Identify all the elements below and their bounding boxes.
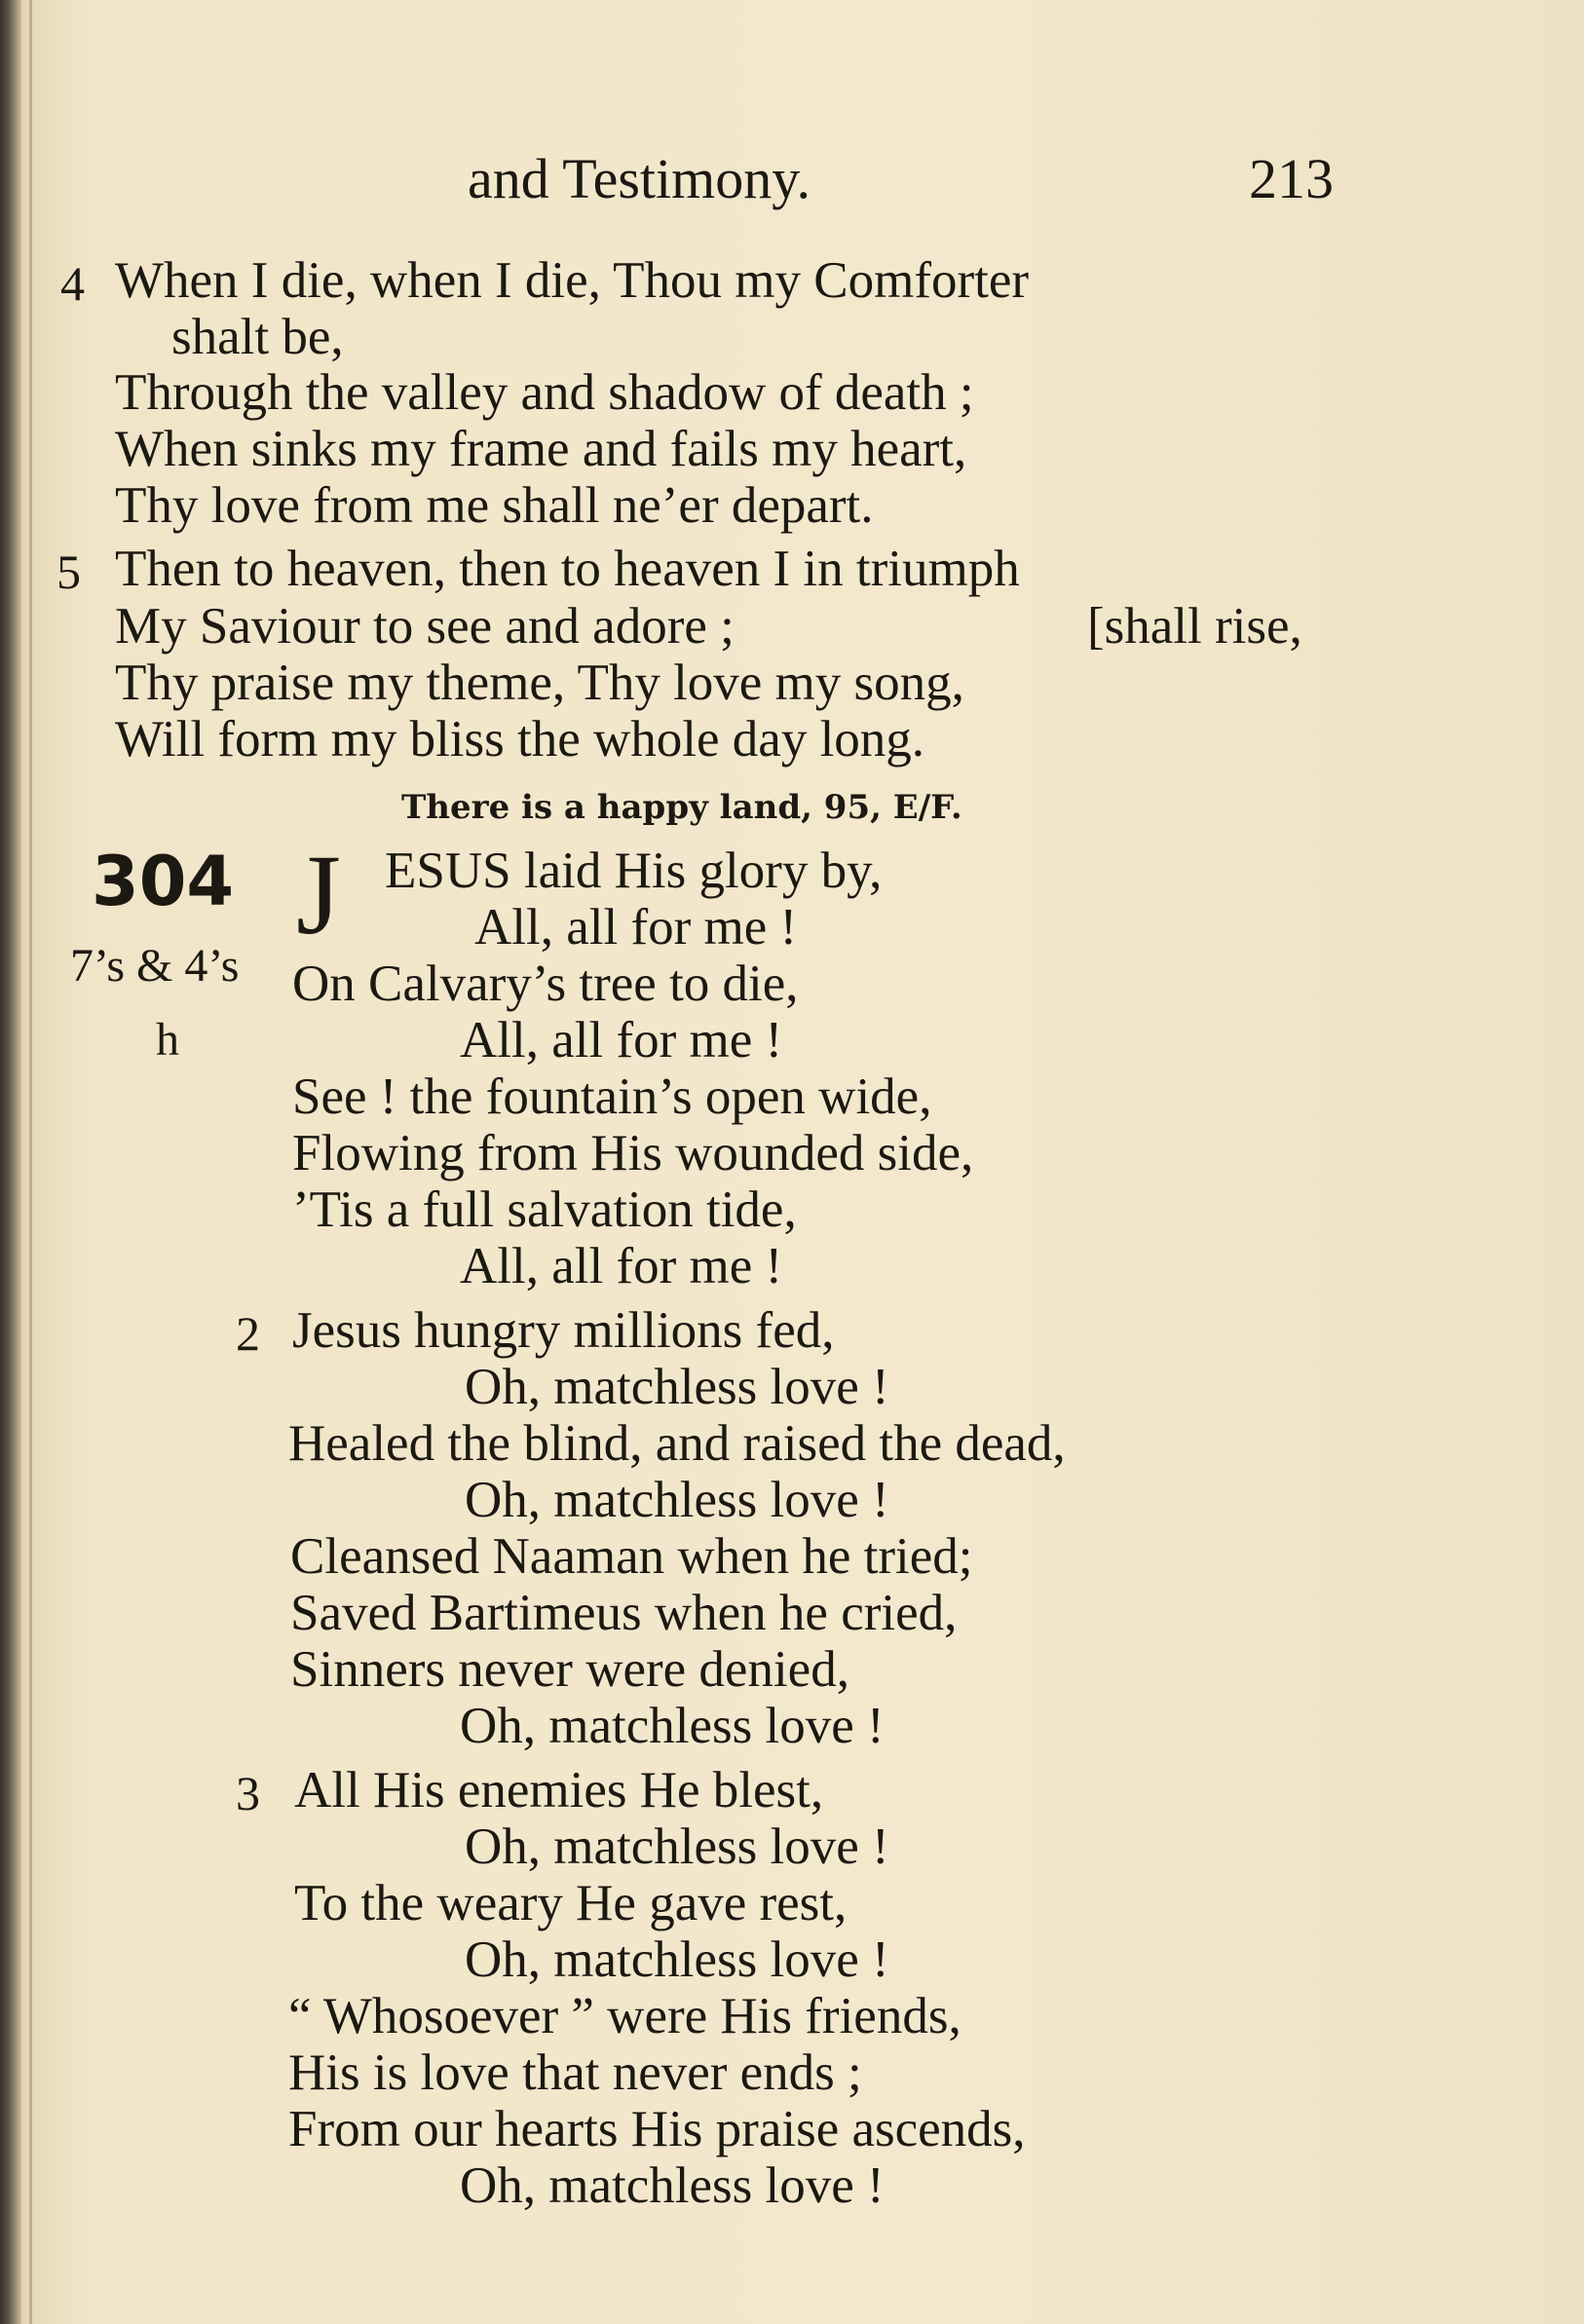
page-number: 213 bbox=[1249, 147, 1334, 210]
gutter-shadow bbox=[29, 0, 32, 2324]
first-line: ESUS laid His glory by, bbox=[385, 843, 883, 899]
verse-line: On Calvary’s tree to die, bbox=[292, 956, 799, 1012]
verse-line: “ Whosoever ” were His friends, bbox=[288, 1988, 962, 2044]
verse-line: When sinks my frame and fails my heart, bbox=[115, 421, 967, 477]
verse-line: See ! the fountain’s open wide, bbox=[292, 1068, 932, 1125]
running-header: and Testimony. bbox=[468, 147, 811, 210]
verse-number: 3 bbox=[236, 1766, 260, 1820]
verse-line: Flowing from His wounded side, bbox=[292, 1125, 974, 1181]
verse-line: Oh, matchless love ! bbox=[465, 1472, 889, 1528]
verse-line: Through the valley and shadow of death ; bbox=[115, 364, 974, 421]
verse-line: Thy praise my theme, Thy love my song, bbox=[115, 655, 964, 711]
verse-line: Oh, matchless love ! bbox=[460, 2157, 885, 2214]
verse-number: 4 bbox=[60, 256, 85, 311]
book-spine bbox=[0, 0, 21, 2324]
verse-line: Healed the blind, and raised the dead, bbox=[288, 1415, 1066, 1472]
verse-line: Will form my bliss the whole day long. bbox=[115, 711, 925, 768]
verse-line: My Saviour to see and adore ; bbox=[115, 598, 735, 655]
verse-line: Sinners never were denied, bbox=[290, 1641, 849, 1698]
verse-line: When I die, when I die, Thou my Comforter bbox=[115, 252, 1030, 309]
verse-line: Then to heaven, then to heaven I in triumph bbox=[115, 541, 1020, 597]
verse-line: Oh, matchless love ! bbox=[460, 1698, 885, 1754]
verse-line: Cleansed Naaman when he tried; bbox=[290, 1528, 973, 1585]
tune-note: There is a happy land, 95, E/F. bbox=[401, 788, 962, 827]
verse-number: 5 bbox=[57, 544, 81, 599]
verse-line: Oh, matchless love ! bbox=[465, 1359, 889, 1415]
verse-line: His is love that never ends ; bbox=[288, 2044, 862, 2101]
verse-line: ’Tis a full salvation tide, bbox=[292, 1181, 797, 1238]
verse-line: All His enemies He blest, bbox=[294, 1762, 824, 1818]
verse-line: shalt be, bbox=[171, 309, 344, 365]
verse-line: Oh, matchless love ! bbox=[465, 1931, 889, 1988]
verse-line: All, all for me ! bbox=[460, 1238, 783, 1294]
verse-line-overflow: [shall rise, bbox=[1087, 598, 1302, 655]
hymn-meter: 7’s & 4’s bbox=[70, 940, 240, 992]
verse-line: All, all for me ! bbox=[460, 1012, 783, 1068]
verse-line: Jesus hungry millions fed, bbox=[292, 1302, 835, 1359]
hymn-key: h bbox=[156, 1014, 179, 1066]
hymn-number: 304 bbox=[92, 842, 235, 921]
verse-line: Thy love from me shall ne’er depart. bbox=[115, 477, 874, 534]
verse-line: Saved Bartimeus when he cried, bbox=[290, 1585, 958, 1641]
drop-cap: J bbox=[296, 831, 341, 958]
verse-line: All, all for me ! bbox=[474, 899, 798, 956]
verse-line: To the weary He gave rest, bbox=[294, 1875, 848, 1931]
verse-line: Oh, matchless love ! bbox=[465, 1818, 889, 1875]
verse-number: 2 bbox=[236, 1306, 260, 1361]
verse-line: From our hearts His praise ascends, bbox=[288, 2101, 1026, 2157]
